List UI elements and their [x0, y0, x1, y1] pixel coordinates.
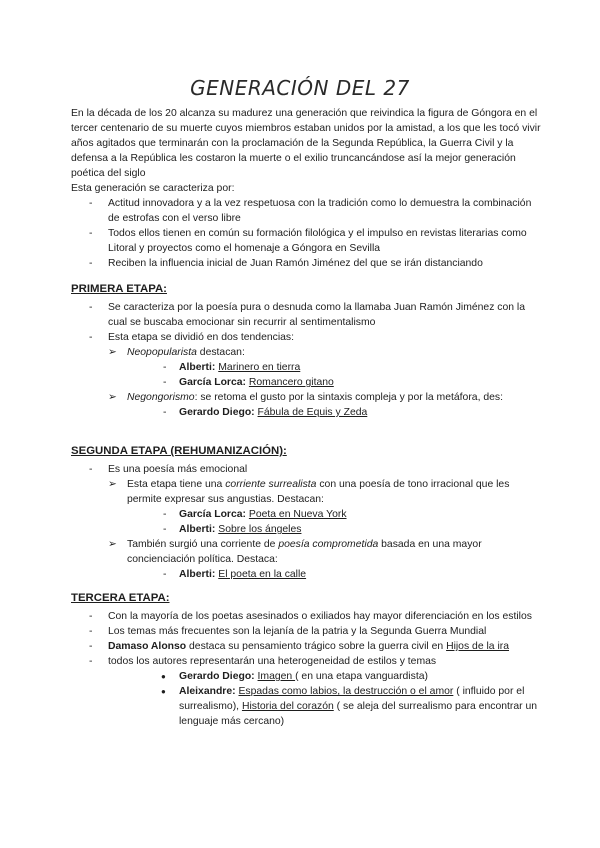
- work-title: Fábula de Equis y Zeda: [257, 407, 368, 418]
- primera-list: [71, 300, 541, 345]
- arrow-item-comprometida: [71, 537, 541, 567]
- section-heading: SEGUNDA ETAPA (REHUMANIZACIÓN):: [71, 445, 287, 457]
- arrow-bullet-icon: ➢: [108, 347, 117, 358]
- author-name: Alberti:: [179, 362, 216, 373]
- list-item: - Con la mayoría de los poetas asesinados o exiliados hay mayor diferenciación en los estilos: [71, 609, 541, 624]
- tercera-list: [71, 609, 541, 669]
- work-title: Espadas como labios, la destrucción o el amor: [238, 686, 454, 697]
- item-text: basada en una mayor concienciación política. Destaca:: [127, 539, 482, 565]
- arrow-bullet-icon: ➢: [108, 539, 117, 550]
- author-item: [71, 684, 541, 729]
- intro-characterized: Esta generación se caracteriza por:: [71, 183, 235, 194]
- list-item: [71, 639, 541, 654]
- item-text: ( influido por el surrealismo),: [179, 686, 525, 712]
- item-text: destaca su pensamiento trágico sobre la guerra civil en: [186, 641, 447, 652]
- author-name: Damaso Alonso: [108, 641, 187, 652]
- tendency-text: destacan:: [196, 347, 245, 358]
- work-title: Marinero en tierra: [218, 362, 301, 373]
- intro-list: [71, 196, 541, 271]
- work-title: El poeta en la calle: [218, 569, 307, 580]
- author-name: Gerardo Diego:: [179, 407, 255, 418]
- tendency-label: Neopopularista: [127, 347, 197, 358]
- list-item: - Todos ellos tienen en común su formación filológica y el impulso en revistas literarias como Litoral y proyectos como el homenaje a Góngora en Sevilla: [71, 226, 541, 256]
- author-item: [71, 567, 541, 582]
- intro-paragraph: En la década de los 20 alcanza su madurez una generación que reivindica la figura de Góngora en el tercer centenario de su muerte cuyos miembros estaban unidos por la amistad, a los que les tocó vivir años agitados que terminarán con la proclamación de la Segunda República, la Guerra Civil y la defensa a la República les costaron la muerte o el exilio truncancándose así la mejor generación poética del siglo: [71, 108, 541, 179]
- list-item: - todos los autores representarán una heterogeneidad de estilos y temas: [71, 654, 541, 669]
- item-text: ( en una etapa vanguardista): [295, 671, 428, 682]
- tendency-text: : se retoma el gusto por la sintaxis compleja y por la metáfora, des:: [194, 392, 503, 403]
- author-item: [71, 522, 541, 537]
- list-item: - Esta etapa se dividió en dos tendencias:: [71, 330, 541, 345]
- author-name: García Lorca:: [179, 377, 246, 388]
- list-item: - Se caracteriza por la poesía pura o desnuda como la llamaba Juan Ramón Jiménez con la cual se buscaba emocionar sin recurrir al sentimentalismo: [71, 300, 541, 330]
- tendency-label: Negongorismo: [127, 392, 195, 403]
- list-item: - Es una poesía más emocional: [71, 462, 541, 477]
- tercera-etapa-section: [71, 591, 541, 729]
- list-item: - Reciben la influencia inicial de Juan Ramón Jiménez del que se irán distanciando: [71, 256, 541, 271]
- page-title: GENERACIÓN DEL 27: [190, 76, 410, 100]
- arrow-bullet-icon: ➢: [108, 479, 117, 490]
- arrow-item-neopopularista: [71, 345, 541, 360]
- item-text: ( se aleja del surrealismo para encontrar un lenguaje más cercano): [179, 701, 538, 727]
- section-heading: PRIMERA ETAPA:: [71, 283, 167, 295]
- author-name: Gerardo Diego:: [179, 671, 255, 682]
- author-name: Alberti:: [179, 569, 216, 580]
- segunda-list: [71, 462, 541, 477]
- work-title: Historia del corazón: [241, 701, 334, 712]
- work-title: Sobre los ángeles: [218, 524, 302, 535]
- author-item: [71, 507, 541, 522]
- author-name: Aleixandre:: [179, 686, 236, 697]
- arrow-item-surrealista: [71, 477, 541, 507]
- author-item: [71, 405, 541, 420]
- intro-section: [71, 106, 541, 271]
- section-heading: TERCERA ETAPA:: [71, 592, 170, 604]
- author-name: Alberti:: [179, 524, 216, 535]
- work-title: Hijos de la ira: [446, 641, 510, 652]
- work-title: Poeta en Nueva York: [248, 509, 347, 520]
- author-item: [71, 375, 541, 390]
- work-title: Imagen: [257, 671, 296, 682]
- arrow-bullet-icon: ➢: [108, 392, 117, 403]
- author-name: García Lorca:: [179, 509, 246, 520]
- item-text: También surgió una corriente de: [127, 539, 279, 550]
- segunda-etapa-section: [71, 444, 541, 582]
- work-title: Romancero gitano: [248, 377, 334, 388]
- author-item: [71, 669, 541, 684]
- list-item: - Actitud innovadora y a la vez respetuosa con la tradición como lo demuestra la combinación de estrofas con el verso libre: [71, 196, 541, 226]
- list-item: - Los temas más frecuentes son la lejanía de la patria y la Segunda Guerra Mundial: [71, 624, 541, 639]
- item-text: con una poesía de tono irracional que les permite expresar sus angustias. Destacan:: [127, 479, 510, 505]
- arrow-item-negongorismo: [71, 390, 541, 405]
- emphasis-text: corriente surrealista: [225, 479, 317, 490]
- emphasis-text: poesía comprometida: [278, 539, 379, 550]
- author-item: [71, 360, 541, 375]
- item-text: Esta etapa tiene una: [127, 479, 226, 490]
- primera-etapa-section: [71, 282, 541, 420]
